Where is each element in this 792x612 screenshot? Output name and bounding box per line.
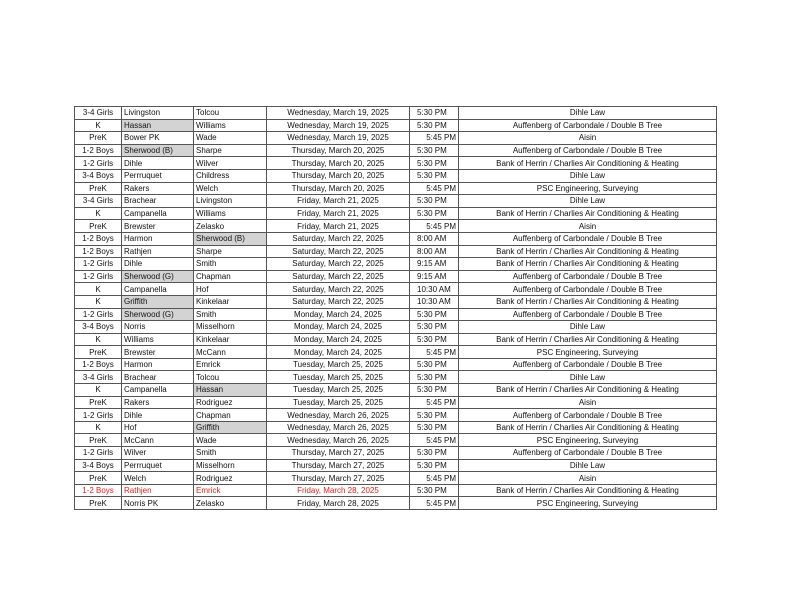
home-team-cell: Sherwood (G) — [122, 308, 194, 321]
away-team-cell: Kinkelaar — [194, 295, 267, 308]
table-row — [75, 132, 717, 145]
time-cell: 5:30 PM — [410, 169, 459, 182]
away-team-cell: Chapman — [194, 409, 267, 422]
away-team-cell: Sherwood (B) — [194, 232, 267, 245]
time-cell: 10:30 AM — [410, 283, 459, 296]
home-team-cell: Sherwood (G) — [122, 270, 194, 283]
home-team-cell: Welch — [122, 472, 194, 485]
home-team-cell: Williams — [122, 333, 194, 346]
time-cell: 5:30 PM — [410, 107, 459, 120]
time-cell: 5:30 PM — [410, 421, 459, 434]
away-team-cell: Chapman — [194, 270, 267, 283]
division-cell: PreK — [75, 220, 122, 233]
date-cell: Saturday, March 22, 2025 — [267, 295, 410, 308]
away-team-cell: Rodriguez — [194, 472, 267, 485]
sponsor-cell: Dihle Law — [459, 321, 717, 334]
sponsor-cell: Aisin — [459, 220, 717, 233]
table-row — [75, 321, 717, 334]
away-team-cell: Tolcou — [194, 107, 267, 120]
division-cell: PreK — [75, 346, 122, 359]
away-team-cell: Sharpe — [194, 245, 267, 258]
time-cell: 9:15 AM — [410, 258, 459, 271]
time-cell: 5:30 PM — [410, 384, 459, 397]
away-team-cell: Tolcou — [194, 371, 267, 384]
home-team-cell: Perrruquet — [122, 169, 194, 182]
away-team-cell: Griffith — [194, 421, 267, 434]
home-team-cell: Brachear — [122, 371, 194, 384]
sponsor-cell: PSC Engineering, Surveying — [459, 434, 717, 447]
sponsor-cell: PSC Engineering, Surveying — [459, 346, 717, 359]
time-cell: 5:30 PM — [410, 119, 459, 132]
sponsor-cell: Auffenberg of Carbondale / Double B Tree — [459, 270, 717, 283]
sponsor-cell: Bank of Herrin / Charlies Air Conditioning & Heating — [459, 384, 717, 397]
table-row — [75, 220, 717, 233]
time-cell: 5:30 PM — [410, 358, 459, 371]
home-team-cell: Harmon — [122, 232, 194, 245]
date-cell: Friday, March 21, 2025 — [267, 220, 410, 233]
table-row — [75, 195, 717, 208]
home-team-cell: Brachear — [122, 195, 194, 208]
table-row — [75, 434, 717, 447]
table-row — [75, 333, 717, 346]
date-cell: Tuesday, March 25, 2025 — [267, 358, 410, 371]
home-team-cell: Norris PK — [122, 497, 194, 510]
away-team-cell: Wade — [194, 434, 267, 447]
table-row — [75, 157, 717, 170]
date-cell: Tuesday, March 25, 2025 — [267, 371, 410, 384]
sponsor-cell: Auffenberg of Carbondale / Double B Tree — [459, 447, 717, 460]
date-cell: Friday, March 21, 2025 — [267, 195, 410, 208]
away-team-cell: Zelasko — [194, 497, 267, 510]
away-team-cell: Misselhorn — [194, 321, 267, 334]
time-cell: 5:45 PM — [410, 132, 459, 145]
table-row — [75, 396, 717, 409]
time-cell: 5:45 PM — [410, 434, 459, 447]
sponsor-cell: Auffenberg of Carbondale / Double B Tree — [459, 119, 717, 132]
table-row — [75, 472, 717, 485]
time-cell: 5:30 PM — [410, 308, 459, 321]
home-team-cell: Campanella — [122, 283, 194, 296]
time-cell: 9:15 AM — [410, 270, 459, 283]
home-team-cell: Bower PK — [122, 132, 194, 145]
division-cell: 1-2 Boys — [75, 358, 122, 371]
date-cell: Thursday, March 27, 2025 — [267, 472, 410, 485]
division-cell: 3-4 Girls — [75, 107, 122, 120]
table-row — [75, 245, 717, 258]
home-team-cell: Sherwood (B) — [122, 144, 194, 157]
sponsor-cell: Bank of Herrin / Charlies Air Conditioning & Heating — [459, 333, 717, 346]
division-cell: 1-2 Boys — [75, 232, 122, 245]
division-cell: K — [75, 283, 122, 296]
sponsor-cell: Aisin — [459, 472, 717, 485]
away-team-cell: Rodriguez — [194, 396, 267, 409]
away-team-cell: Smith — [194, 258, 267, 271]
sponsor-cell: Auffenberg of Carbondale / Double B Tree — [459, 144, 717, 157]
division-cell: K — [75, 207, 122, 220]
table-row — [75, 409, 717, 422]
home-team-cell: Rathjen — [122, 245, 194, 258]
date-cell: Saturday, March 22, 2025 — [267, 258, 410, 271]
division-cell: 1-2 Girls — [75, 258, 122, 271]
home-team-cell: Norris — [122, 321, 194, 334]
home-team-cell: Dihle — [122, 409, 194, 422]
table-row — [75, 371, 717, 384]
table-row — [75, 459, 717, 472]
sponsor-cell: Aisin — [459, 396, 717, 409]
date-cell: Saturday, March 22, 2025 — [267, 283, 410, 296]
date-cell: Friday, March 28, 2025 — [267, 484, 410, 497]
home-team-cell: Dihle — [122, 157, 194, 170]
sponsor-cell: Bank of Herrin / Charlies Air Conditioning & Heating — [459, 157, 717, 170]
away-team-cell: Childress — [194, 169, 267, 182]
date-cell: Monday, March 24, 2025 — [267, 321, 410, 334]
home-team-cell: Rakers — [122, 182, 194, 195]
date-cell: Thursday, March 27, 2025 — [267, 447, 410, 460]
division-cell: 1-2 Girls — [75, 308, 122, 321]
division-cell: PreK — [75, 497, 122, 510]
home-team-cell: Campanella — [122, 207, 194, 220]
time-cell: 5:45 PM — [410, 220, 459, 233]
sponsor-cell: Bank of Herrin / Charlies Air Conditioning & Heating — [459, 484, 717, 497]
division-cell: 1-2 Girls — [75, 447, 122, 460]
division-cell: 1-2 Boys — [75, 144, 122, 157]
away-team-cell: Smith — [194, 447, 267, 460]
home-team-cell: Brewster — [122, 346, 194, 359]
date-cell: Wednesday, March 19, 2025 — [267, 132, 410, 145]
division-cell: PreK — [75, 472, 122, 485]
home-team-cell: Griffith — [122, 295, 194, 308]
date-cell: Monday, March 24, 2025 — [267, 346, 410, 359]
table-row — [75, 358, 717, 371]
sponsor-cell: Dihle Law — [459, 107, 717, 120]
time-cell: 5:30 PM — [410, 459, 459, 472]
table-row — [75, 421, 717, 434]
division-cell: K — [75, 295, 122, 308]
game-schedule-table — [74, 106, 717, 510]
sponsor-cell: Auffenberg of Carbondale / Double B Tree — [459, 283, 717, 296]
away-team-cell: Misselhorn — [194, 459, 267, 472]
date-cell: Saturday, March 22, 2025 — [267, 270, 410, 283]
home-team-cell: Rakers — [122, 396, 194, 409]
time-cell: 5:30 PM — [410, 207, 459, 220]
sponsor-cell: Dihle Law — [459, 195, 717, 208]
division-cell: PreK — [75, 396, 122, 409]
sponsor-cell: Dihle Law — [459, 169, 717, 182]
division-cell: 3-4 Boys — [75, 321, 122, 334]
away-team-cell: Livingston — [194, 195, 267, 208]
date-cell: Wednesday, March 19, 2025 — [267, 119, 410, 132]
date-cell: Friday, March 21, 2025 — [267, 207, 410, 220]
time-cell: 5:30 PM — [410, 195, 459, 208]
table-row — [75, 295, 717, 308]
date-cell: Wednesday, March 26, 2025 — [267, 421, 410, 434]
sponsor-cell: Dihle Law — [459, 371, 717, 384]
home-team-cell: Rathjen — [122, 484, 194, 497]
time-cell: 8:00 AM — [410, 232, 459, 245]
away-team-cell: Williams — [194, 119, 267, 132]
home-team-cell: Perrruquet — [122, 459, 194, 472]
away-team-cell: McCann — [194, 346, 267, 359]
table-row — [75, 107, 717, 120]
date-cell: Tuesday, March 25, 2025 — [267, 384, 410, 397]
division-cell: 1-2 Boys — [75, 245, 122, 258]
date-cell: Tuesday, March 25, 2025 — [267, 396, 410, 409]
table-row — [75, 182, 717, 195]
sponsor-cell: Bank of Herrin / Charlies Air Conditioning & Heating — [459, 245, 717, 258]
division-cell: 1-2 Girls — [75, 409, 122, 422]
division-cell: 1-2 Girls — [75, 157, 122, 170]
away-team-cell: Welch — [194, 182, 267, 195]
time-cell: 5:45 PM — [410, 472, 459, 485]
sponsor-cell: Aisin — [459, 132, 717, 145]
away-team-cell: Sharpe — [194, 144, 267, 157]
date-cell: Wednesday, March 19, 2025 — [267, 107, 410, 120]
table-row — [75, 258, 717, 271]
table-row — [75, 232, 717, 245]
home-team-cell: Hassan — [122, 119, 194, 132]
table-row — [75, 308, 717, 321]
sponsor-cell: Auffenberg of Carbondale / Double B Tree — [459, 308, 717, 321]
date-cell: Wednesday, March 26, 2025 — [267, 434, 410, 447]
date-cell: Thursday, March 20, 2025 — [267, 144, 410, 157]
sponsor-cell: PSC Engineering, Surveying — [459, 182, 717, 195]
away-team-cell: Kinkelaar — [194, 333, 267, 346]
time-cell: 5:30 PM — [410, 447, 459, 460]
division-cell: K — [75, 421, 122, 434]
time-cell: 8:00 AM — [410, 245, 459, 258]
away-team-cell: Zelasko — [194, 220, 267, 233]
sponsor-cell: Auffenberg of Carbondale / Double B Tree — [459, 409, 717, 422]
table-row — [75, 283, 717, 296]
time-cell: 5:30 PM — [410, 157, 459, 170]
date-cell: Thursday, March 27, 2025 — [267, 459, 410, 472]
table-row — [75, 207, 717, 220]
division-cell: PreK — [75, 132, 122, 145]
away-team-cell: Williams — [194, 207, 267, 220]
home-team-cell: Dihle — [122, 258, 194, 271]
table-row — [75, 119, 717, 132]
division-cell: K — [75, 119, 122, 132]
sponsor-cell: PSC Engineering, Surveying — [459, 497, 717, 510]
sponsor-cell: Bank of Herrin / Charlies Air Conditioning & Heating — [459, 421, 717, 434]
away-team-cell: Hassan — [194, 384, 267, 397]
table-row — [75, 144, 717, 157]
table-row — [75, 169, 717, 182]
division-cell: PreK — [75, 434, 122, 447]
sponsor-cell: Bank of Herrin / Charlies Air Conditioning & Heating — [459, 295, 717, 308]
time-cell: 5:30 PM — [410, 333, 459, 346]
date-cell: Saturday, March 22, 2025 — [267, 232, 410, 245]
time-cell: 5:45 PM — [410, 497, 459, 510]
away-team-cell: Emrick — [194, 484, 267, 497]
division-cell: 3-4 Girls — [75, 195, 122, 208]
division-cell: 3-4 Boys — [75, 169, 122, 182]
date-cell: Thursday, March 20, 2025 — [267, 169, 410, 182]
home-team-cell: Livingston — [122, 107, 194, 120]
time-cell: 5:30 PM — [410, 144, 459, 157]
division-cell: K — [75, 333, 122, 346]
table-row — [75, 270, 717, 283]
away-team-cell: Smith — [194, 308, 267, 321]
division-cell: 3-4 Boys — [75, 459, 122, 472]
division-cell: 3-4 Girls — [75, 371, 122, 384]
date-cell: Wednesday, March 26, 2025 — [267, 409, 410, 422]
date-cell: Thursday, March 20, 2025 — [267, 182, 410, 195]
home-team-cell: Brewster — [122, 220, 194, 233]
sponsor-cell: Auffenberg of Carbondale / Double B Tree — [459, 232, 717, 245]
time-cell: 5:45 PM — [410, 182, 459, 195]
table-row — [75, 447, 717, 460]
home-team-cell: Wilver — [122, 447, 194, 460]
home-team-cell: McCann — [122, 434, 194, 447]
time-cell: 5:30 PM — [410, 484, 459, 497]
time-cell: 5:30 PM — [410, 409, 459, 422]
table-row — [75, 497, 717, 510]
time-cell: 5:45 PM — [410, 346, 459, 359]
home-team-cell: Hof — [122, 421, 194, 434]
time-cell: 10:30 AM — [410, 295, 459, 308]
division-cell: 1-2 Boys — [75, 484, 122, 497]
table-row — [75, 484, 717, 497]
sponsor-cell: Auffenberg of Carbondale / Double B Tree — [459, 358, 717, 371]
sponsor-cell: Bank of Herrin / Charlies Air Conditioning & Heating — [459, 258, 717, 271]
date-cell: Monday, March 24, 2025 — [267, 333, 410, 346]
home-team-cell: Campanella — [122, 384, 194, 397]
time-cell: 5:30 PM — [410, 321, 459, 334]
division-cell: PreK — [75, 182, 122, 195]
date-cell: Friday, March 28, 2025 — [267, 497, 410, 510]
home-team-cell: Harmon — [122, 358, 194, 371]
date-cell: Monday, March 24, 2025 — [267, 308, 410, 321]
division-cell: 1-2 Girls — [75, 270, 122, 283]
table-row — [75, 346, 717, 359]
time-cell: 5:30 PM — [410, 371, 459, 384]
away-team-cell: Emrick — [194, 358, 267, 371]
time-cell: 5:45 PM — [410, 396, 459, 409]
date-cell: Saturday, March 22, 2025 — [267, 245, 410, 258]
sponsor-cell: Bank of Herrin / Charlies Air Conditioning & Heating — [459, 207, 717, 220]
table-row — [75, 384, 717, 397]
away-team-cell: Wilver — [194, 157, 267, 170]
division-cell: K — [75, 384, 122, 397]
sponsor-cell: Dihle Law — [459, 459, 717, 472]
away-team-cell: Hof — [194, 283, 267, 296]
date-cell: Thursday, March 20, 2025 — [267, 157, 410, 170]
away-team-cell: Wade — [194, 132, 267, 145]
